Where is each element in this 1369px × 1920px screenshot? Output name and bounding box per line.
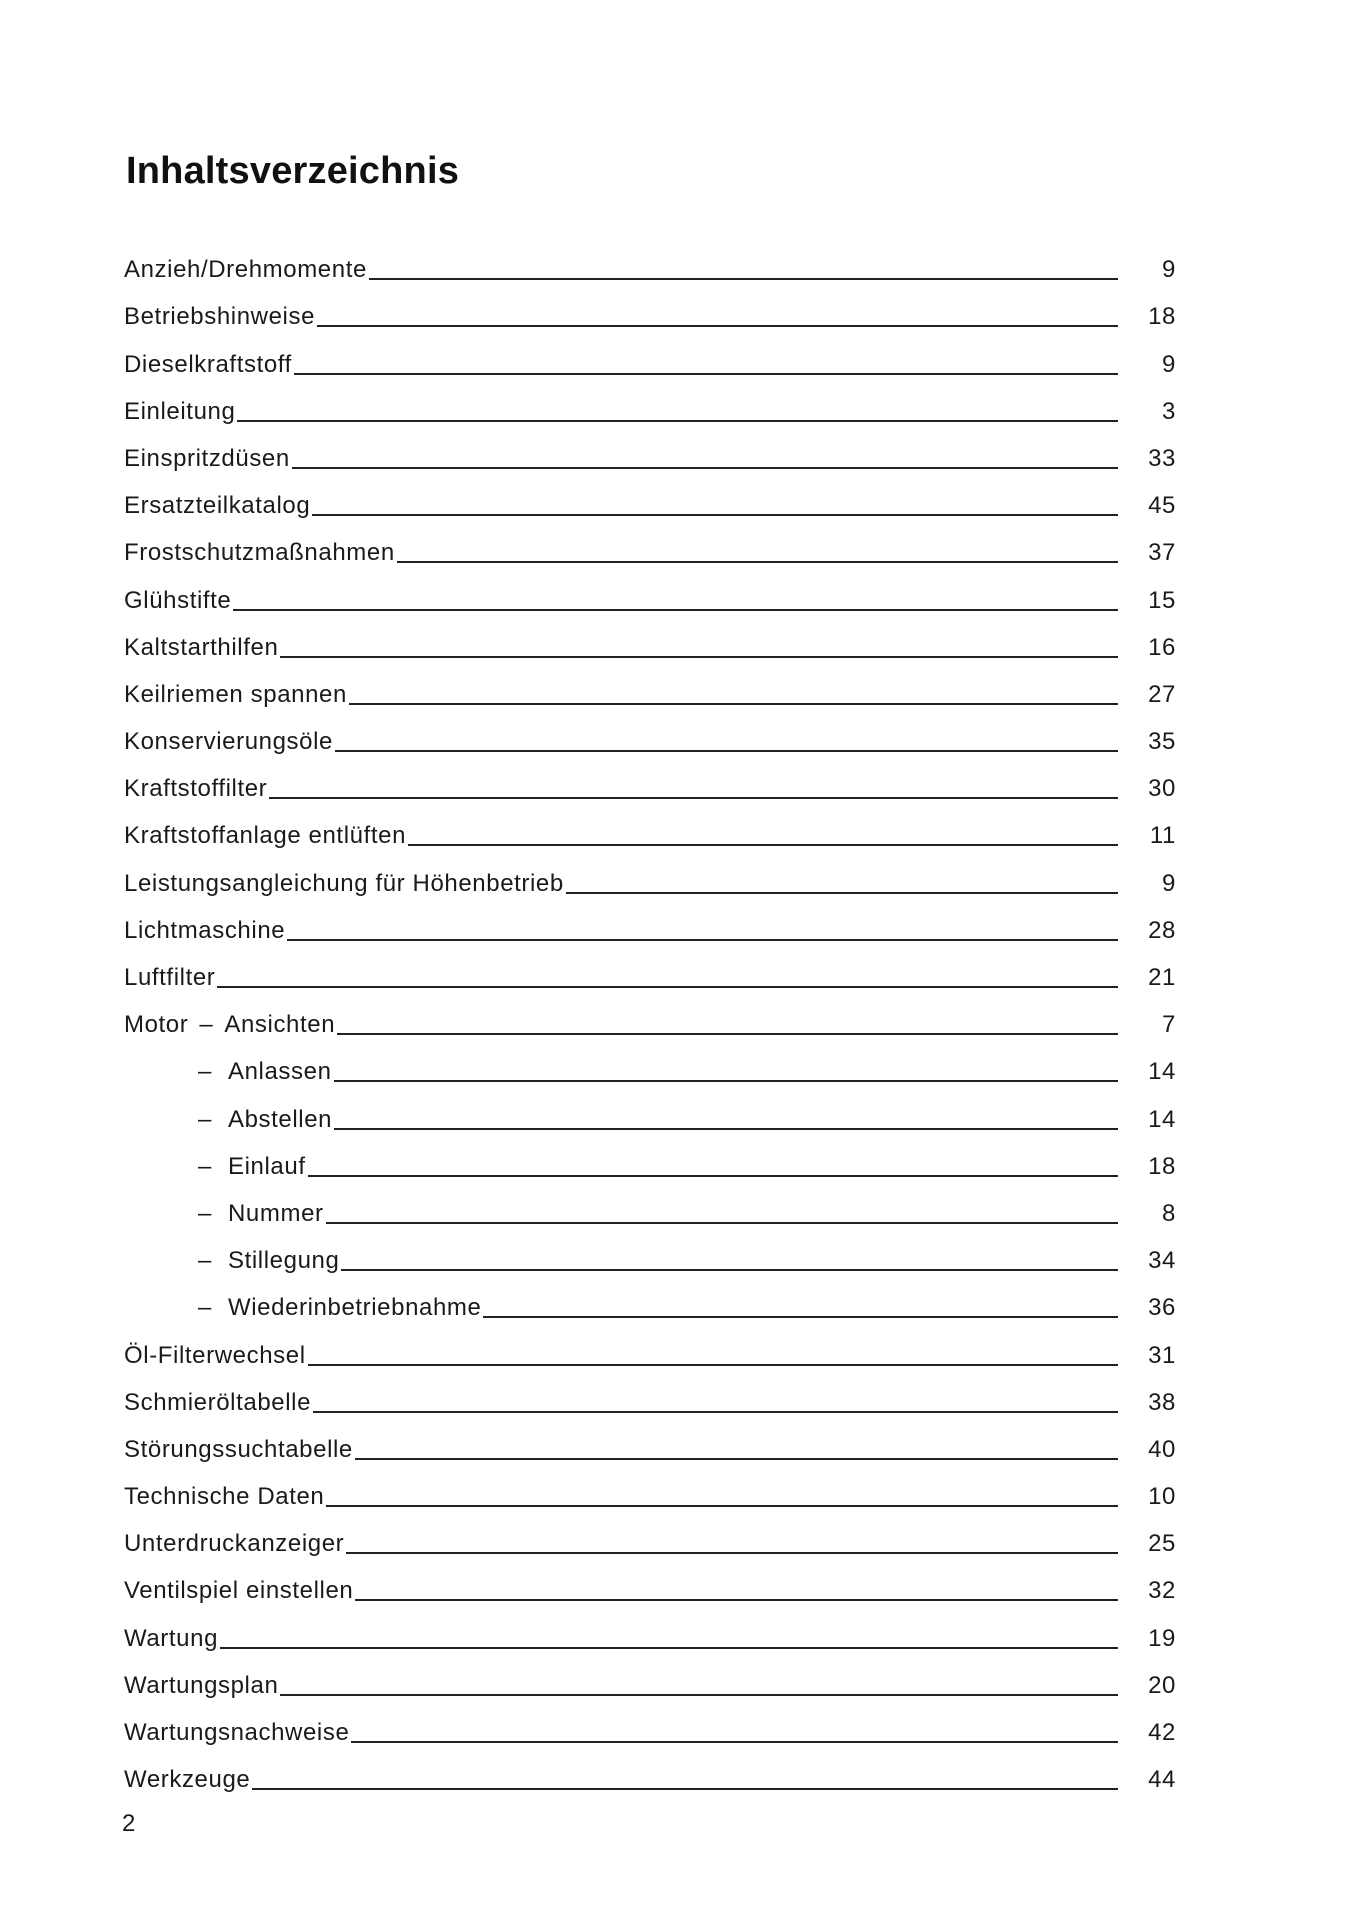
toc-entry xyxy=(124,481,1176,528)
toc-leader-line xyxy=(355,1599,1118,1601)
toc-entry-page: 35 xyxy=(1148,728,1176,756)
toc-entry-label: Wartung xyxy=(124,1624,219,1652)
toc-entry-label: Konservierungsöle xyxy=(124,728,333,756)
toc-entry-label: Ersatzteilkatalog xyxy=(124,492,311,520)
toc-entry-page: 7 xyxy=(1162,1011,1176,1039)
toc-entry-label: Öl-Filterwechsel xyxy=(124,1341,306,1369)
toc-subentry xyxy=(124,1236,1176,1283)
toc-entry-label: Einspritzdüsen xyxy=(124,444,290,472)
toc-entry-label: Ansichten xyxy=(224,1011,336,1039)
toc-entry-page: 9 xyxy=(1162,256,1176,284)
toc-entry-page: 16 xyxy=(1148,633,1176,661)
toc-entry-label: Wartungsplan xyxy=(124,1671,279,1699)
toc-dash: – xyxy=(198,1152,212,1180)
toc-entry-label: Dieselkraftstoff xyxy=(124,350,292,378)
toc-entry-page: 40 xyxy=(1148,1435,1176,1463)
toc-entry-page: 11 xyxy=(1149,822,1176,850)
toc-leader-line xyxy=(313,1411,1118,1413)
toc-entry-label: Ventilspiel einstellen xyxy=(124,1577,354,1605)
toc-entry xyxy=(124,670,1176,717)
page-title: Inhaltsverzeichnis xyxy=(126,150,460,192)
toc-dash: – xyxy=(198,1294,212,1322)
toc-entry xyxy=(124,1566,1176,1613)
toc-entry-page: 33 xyxy=(1148,444,1176,472)
toc-entry-label: Frostschutzmaßnahmen xyxy=(124,539,395,567)
toc-entry-page: 19 xyxy=(1148,1624,1176,1652)
toc-entry-page: 36 xyxy=(1148,1294,1176,1322)
toc-leader-line xyxy=(566,892,1118,894)
toc-leader-line xyxy=(334,1128,1118,1130)
toc-entry-page: 45 xyxy=(1148,492,1176,520)
toc-entry-page: 31 xyxy=(1148,1341,1176,1369)
toc-dash: – xyxy=(198,1058,212,1086)
toc-entry-label: Unterdruckanzeiger xyxy=(124,1530,345,1558)
toc-entry-page: 42 xyxy=(1148,1719,1176,1746)
toc-dash: – xyxy=(199,1011,214,1039)
toc-entry-page: 44 xyxy=(1148,1766,1176,1794)
toc-entry-label: Kraftstoffilter xyxy=(124,775,268,803)
toc-subentry xyxy=(124,1094,1176,1141)
toc-entry xyxy=(124,575,1176,622)
toc-entry xyxy=(124,858,1176,905)
table-of-contents xyxy=(124,245,1176,1802)
toc-leader-line xyxy=(341,1269,1118,1271)
toc-entry xyxy=(124,1613,1176,1660)
toc-entry-page: 20 xyxy=(1148,1671,1176,1699)
toc-entry-page: 32 xyxy=(1148,1577,1176,1605)
toc-entry-label: Nummer xyxy=(228,1199,324,1227)
toc-leader-line xyxy=(483,1316,1118,1318)
toc-leader-line xyxy=(337,1033,1118,1035)
toc-entry-label: Glühstifte xyxy=(124,586,232,614)
toc-entry xyxy=(124,953,1176,1000)
toc-entry-page: 30 xyxy=(1148,775,1176,803)
toc-entry-page: 25 xyxy=(1148,1530,1176,1558)
toc-entry-label: Lichtmaschine xyxy=(124,916,286,944)
toc-entry xyxy=(124,387,1176,434)
toc-entry-prefix: Motor xyxy=(124,1011,189,1039)
toc-entry-page: 27 xyxy=(1148,680,1176,708)
toc-entry-page: 9 xyxy=(1162,350,1176,378)
toc-entry-page: 9 xyxy=(1162,869,1176,897)
toc-entry xyxy=(124,906,1176,953)
toc-entry-page: 14 xyxy=(1148,1058,1176,1086)
toc-entry xyxy=(124,1000,1176,1047)
toc-entry-page: 14 xyxy=(1148,1105,1176,1133)
toc-leader-line xyxy=(308,1364,1118,1366)
toc-entry xyxy=(124,1708,1176,1755)
toc-entry xyxy=(124,764,1176,811)
toc-leader-line xyxy=(233,609,1118,611)
toc-entry xyxy=(124,1755,1176,1802)
toc-dash: – xyxy=(198,1105,212,1133)
toc-leader-line xyxy=(355,1458,1118,1460)
toc-subentry xyxy=(124,1142,1176,1189)
toc-entry-label: Betriebshinweise xyxy=(124,303,316,331)
toc-leader-line xyxy=(280,656,1118,658)
toc-entry-label: Luftfilter xyxy=(124,964,216,991)
toc-entry-page: 18 xyxy=(1148,303,1176,331)
toc-dash: – xyxy=(198,1247,212,1275)
toc-leader-line xyxy=(335,750,1118,752)
toc-entry-label: Technische Daten xyxy=(124,1483,325,1511)
toc-entry xyxy=(124,245,1176,292)
toc-entry-page: 15 xyxy=(1148,586,1176,614)
toc-leader-line xyxy=(287,939,1118,941)
toc-entry-page: 28 xyxy=(1148,916,1176,944)
toc-entry xyxy=(124,528,1176,575)
toc-leader-line xyxy=(334,1080,1118,1082)
toc-entry-label: Schmieröltabelle xyxy=(124,1388,312,1416)
toc-leader-line xyxy=(220,1647,1118,1649)
toc-entry-label: Leistungsangleichung für Höhenbetrieb xyxy=(124,869,564,897)
toc-entry xyxy=(124,292,1176,339)
toc-leader-line xyxy=(308,1175,1118,1177)
toc-entry-label: Anlassen xyxy=(228,1058,332,1086)
toc-entry xyxy=(124,1425,1176,1472)
toc-entry-label: Einleitung xyxy=(124,397,236,425)
toc-entry-page: 8 xyxy=(1162,1199,1176,1227)
toc-entry-label: Anzieh/Drehmomente xyxy=(124,256,367,284)
toc-leader-line xyxy=(280,1694,1118,1696)
toc-entry-label: Kaltstarthilfen xyxy=(124,633,279,661)
toc-entry-page: 37 xyxy=(1148,539,1176,567)
toc-entry-label: Keilriemen spannen xyxy=(124,680,347,708)
toc-leader-line xyxy=(369,278,1118,280)
toc-leader-line xyxy=(397,561,1118,563)
toc-entry xyxy=(124,811,1176,858)
toc-entry xyxy=(124,339,1176,386)
page-number: 2 xyxy=(122,1810,136,1837)
toc-dash: – xyxy=(198,1199,212,1227)
toc-leader-line xyxy=(346,1552,1118,1554)
toc-entry-label: Störungssuchtabelle xyxy=(124,1435,353,1463)
toc-entry-label: Werkzeuge xyxy=(124,1766,251,1794)
toc-entry xyxy=(124,434,1176,481)
toc-leader-line xyxy=(326,1505,1118,1507)
toc-entry-page: 3 xyxy=(1162,397,1176,425)
toc-leader-line xyxy=(252,1788,1118,1790)
toc-entry-label: Wiederinbetriebnahme xyxy=(228,1294,482,1322)
toc-leader-line xyxy=(351,1741,1118,1743)
toc-entry xyxy=(124,717,1176,764)
toc-entry xyxy=(124,1378,1176,1425)
toc-leader-line xyxy=(312,514,1118,516)
toc-leader-line xyxy=(217,986,1118,988)
toc-leader-line xyxy=(269,797,1118,799)
toc-leader-line xyxy=(294,373,1118,375)
toc-entry xyxy=(124,1472,1176,1519)
toc-subentry xyxy=(124,1189,1176,1236)
toc-entry xyxy=(124,1330,1176,1377)
toc-entry-label: Kraftstoffanlage entlüften xyxy=(124,822,407,850)
toc-entry-page: 38 xyxy=(1148,1388,1176,1416)
toc-leader-line xyxy=(292,467,1118,469)
toc-entry xyxy=(124,623,1176,670)
toc-entry-label: Wartungsnachweise xyxy=(124,1719,350,1746)
toc-subentry xyxy=(124,1047,1176,1094)
toc-leader-line xyxy=(317,325,1118,327)
toc-entry-label: Stillegung xyxy=(228,1247,340,1275)
toc-entry-page: 34 xyxy=(1148,1247,1176,1275)
toc-entry-page: 10 xyxy=(1148,1483,1176,1511)
toc-subentry xyxy=(124,1283,1176,1330)
toc-entry-label: Einlauf xyxy=(228,1152,306,1180)
toc-entry xyxy=(124,1519,1176,1566)
toc-entry-label: Abstellen xyxy=(228,1105,333,1133)
toc-leader-line xyxy=(408,844,1118,846)
toc-entry-page: 18 xyxy=(1148,1152,1176,1180)
toc-leader-line xyxy=(326,1222,1118,1224)
toc-leader-line xyxy=(237,420,1118,422)
toc-entry xyxy=(124,1661,1176,1708)
toc-leader-line xyxy=(349,703,1118,705)
toc-entry-page: 21 xyxy=(1148,964,1176,991)
